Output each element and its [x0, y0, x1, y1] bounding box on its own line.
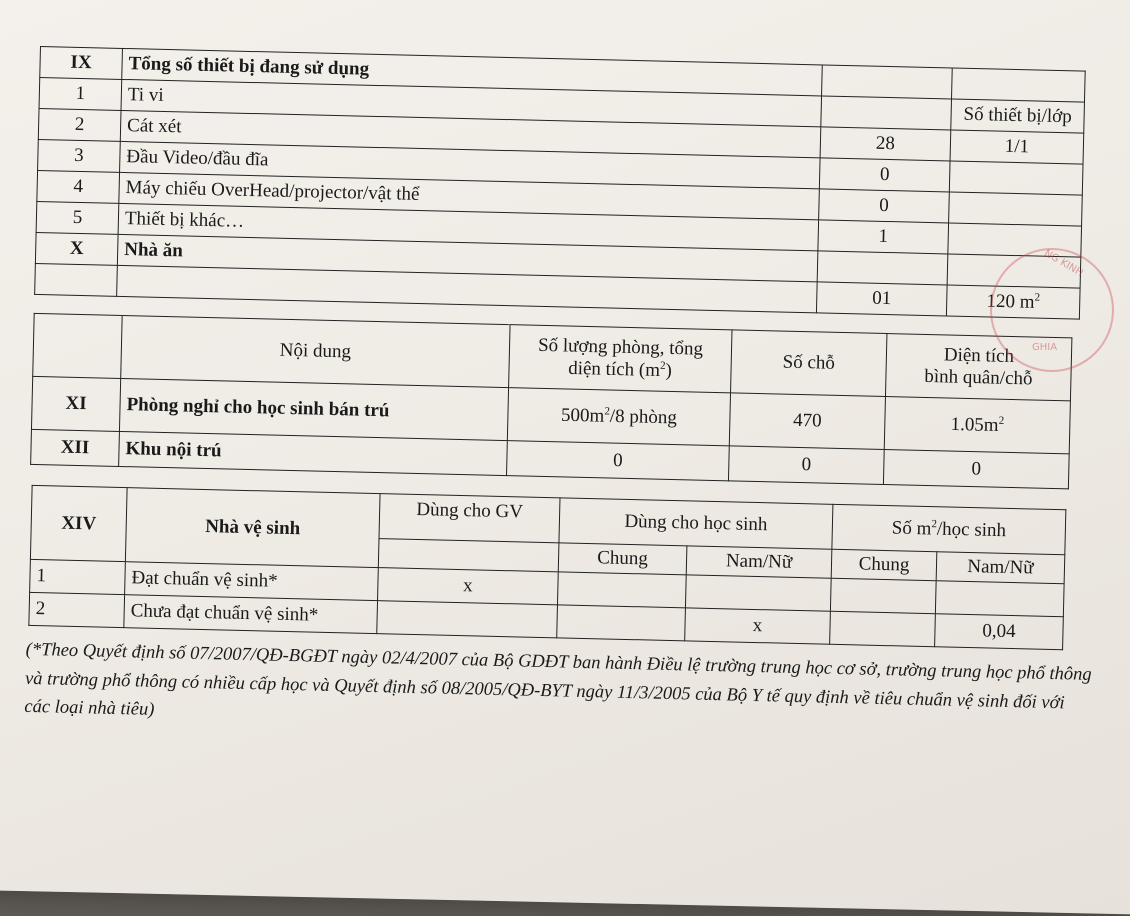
- row-label: Đạt chuẩn vệ sinh*: [125, 562, 379, 601]
- row-label: Chưa đạt chuẩn vệ sinh*: [124, 595, 378, 634]
- row-rooms: 0: [507, 441, 730, 481]
- equipment-table: [34, 46, 1086, 320]
- row-teacher-use: [377, 601, 558, 638]
- row-label: Đầu Video/đầu đĩa: [120, 141, 821, 188]
- row-area-chung: [830, 578, 936, 613]
- row-count: [822, 65, 953, 99]
- red-seal-stamp: NG KINH GHIA: [990, 248, 1114, 372]
- header-seats: Số chỗ: [731, 330, 887, 397]
- row-area-namnu: [935, 581, 1064, 617]
- row-number: 2: [38, 108, 121, 141]
- row-label: Khu nội trú: [119, 431, 508, 475]
- row-extra: [949, 192, 1083, 226]
- row-extra: [949, 161, 1083, 195]
- row-avg-area: $1.05m^2$: [884, 397, 1070, 454]
- row-rooms: $500m^2/8$ phòng: [507, 388, 730, 446]
- header-teacher-use: Dùng cho GV: [379, 494, 560, 543]
- row-number: XI: [31, 376, 120, 431]
- footnote: (*Theo Quyết định số 07/2007/QĐ-BGĐT ngày 02/4/2007 của Bộ GDĐT ban hành Điều lệ trường trung học cơ sở, trường trung học phổ thông và trường phổ thông có nhiều cấp học và Quyết định số 08/2005/QĐ-BYT ngày 11/3/2005 của Bộ Y tế quy định về tiêu chuẩn vệ sinh đối với các loại nhà tiêu): [24, 639, 1092, 721]
- row-avg-area: 0: [883, 450, 1069, 489]
- sub-namnu-area: Nam/Nữ: [936, 552, 1065, 584]
- header-student-use: Dùng cho học sinh: [559, 498, 833, 549]
- row-number: IX: [40, 47, 123, 80]
- row-extra: [952, 68, 1086, 102]
- row-count: [817, 251, 948, 285]
- row-label: Thiết bị khác…: [118, 203, 819, 250]
- row-label: Máy chiếu OverHead/projector/vật thể: [119, 172, 820, 219]
- row-label: Cát xét: [120, 110, 821, 157]
- row-number: X: [35, 232, 118, 265]
- sub-chung-area: Chung: [831, 549, 937, 580]
- row-seats: 0: [728, 446, 884, 485]
- row-count: 0: [819, 158, 950, 192]
- document-page: [24, 46, 1100, 747]
- header-empty-cell: [33, 313, 122, 378]
- section-number: XIV: [30, 485, 127, 561]
- row-seats: 470: [729, 393, 885, 450]
- row-student-chung: [557, 605, 686, 641]
- row-number: XII: [31, 429, 120, 466]
- row-label: Ti vi: [121, 79, 822, 126]
- row-student-namnu: [685, 575, 831, 611]
- row-extra: Số thiết bị/lớp: [951, 99, 1085, 133]
- row-label: Tổng số thiết bị đang sử dụng: [122, 48, 823, 95]
- row-number: 1: [30, 559, 126, 594]
- row-extra: 1/1: [950, 130, 1084, 164]
- row-count: 01: [816, 282, 947, 316]
- header-content: Nội dung: [121, 316, 510, 388]
- row-student-chung: [557, 572, 686, 608]
- row-number: 5: [36, 201, 119, 234]
- header-area-per-student: Số $m^2$/học sinh: [832, 504, 1066, 554]
- row-label: Phòng nghỉ cho học sinh bán trú: [119, 378, 508, 440]
- toilet-title: Nhà vệ sinh: [125, 488, 380, 568]
- row-number: 2: [29, 592, 125, 627]
- row-number: 1: [39, 78, 122, 111]
- row-number: 4: [37, 170, 120, 203]
- row-area-chung: [830, 611, 936, 646]
- row-number: [35, 263, 118, 296]
- header-rooms: Số lượng phòng, tổng diện tích $(m^2)$: [509, 325, 732, 393]
- row-student-namnu: x: [685, 608, 831, 644]
- row-area-namnu: 0,04: [935, 614, 1064, 650]
- row-label: Nhà ăn: [117, 234, 818, 281]
- row-count: 0: [819, 189, 950, 223]
- sub-chung-students: Chung: [558, 543, 687, 575]
- boarding-table: [30, 313, 1072, 489]
- row-teacher-use: x: [378, 568, 559, 605]
- row-number: 3: [38, 139, 121, 172]
- teacher-sub-empty: [378, 539, 559, 572]
- header-avg-area: Diện tích bình quân/chỗ: [885, 334, 1071, 401]
- sub-namnu-students: Nam/Nữ: [686, 546, 832, 578]
- toilet-table: [28, 485, 1066, 650]
- row-extra: 120 $m^2$: [946, 285, 1080, 319]
- row-count: 1: [818, 220, 949, 254]
- row-count: [821, 96, 952, 130]
- row-count: 28: [820, 127, 951, 161]
